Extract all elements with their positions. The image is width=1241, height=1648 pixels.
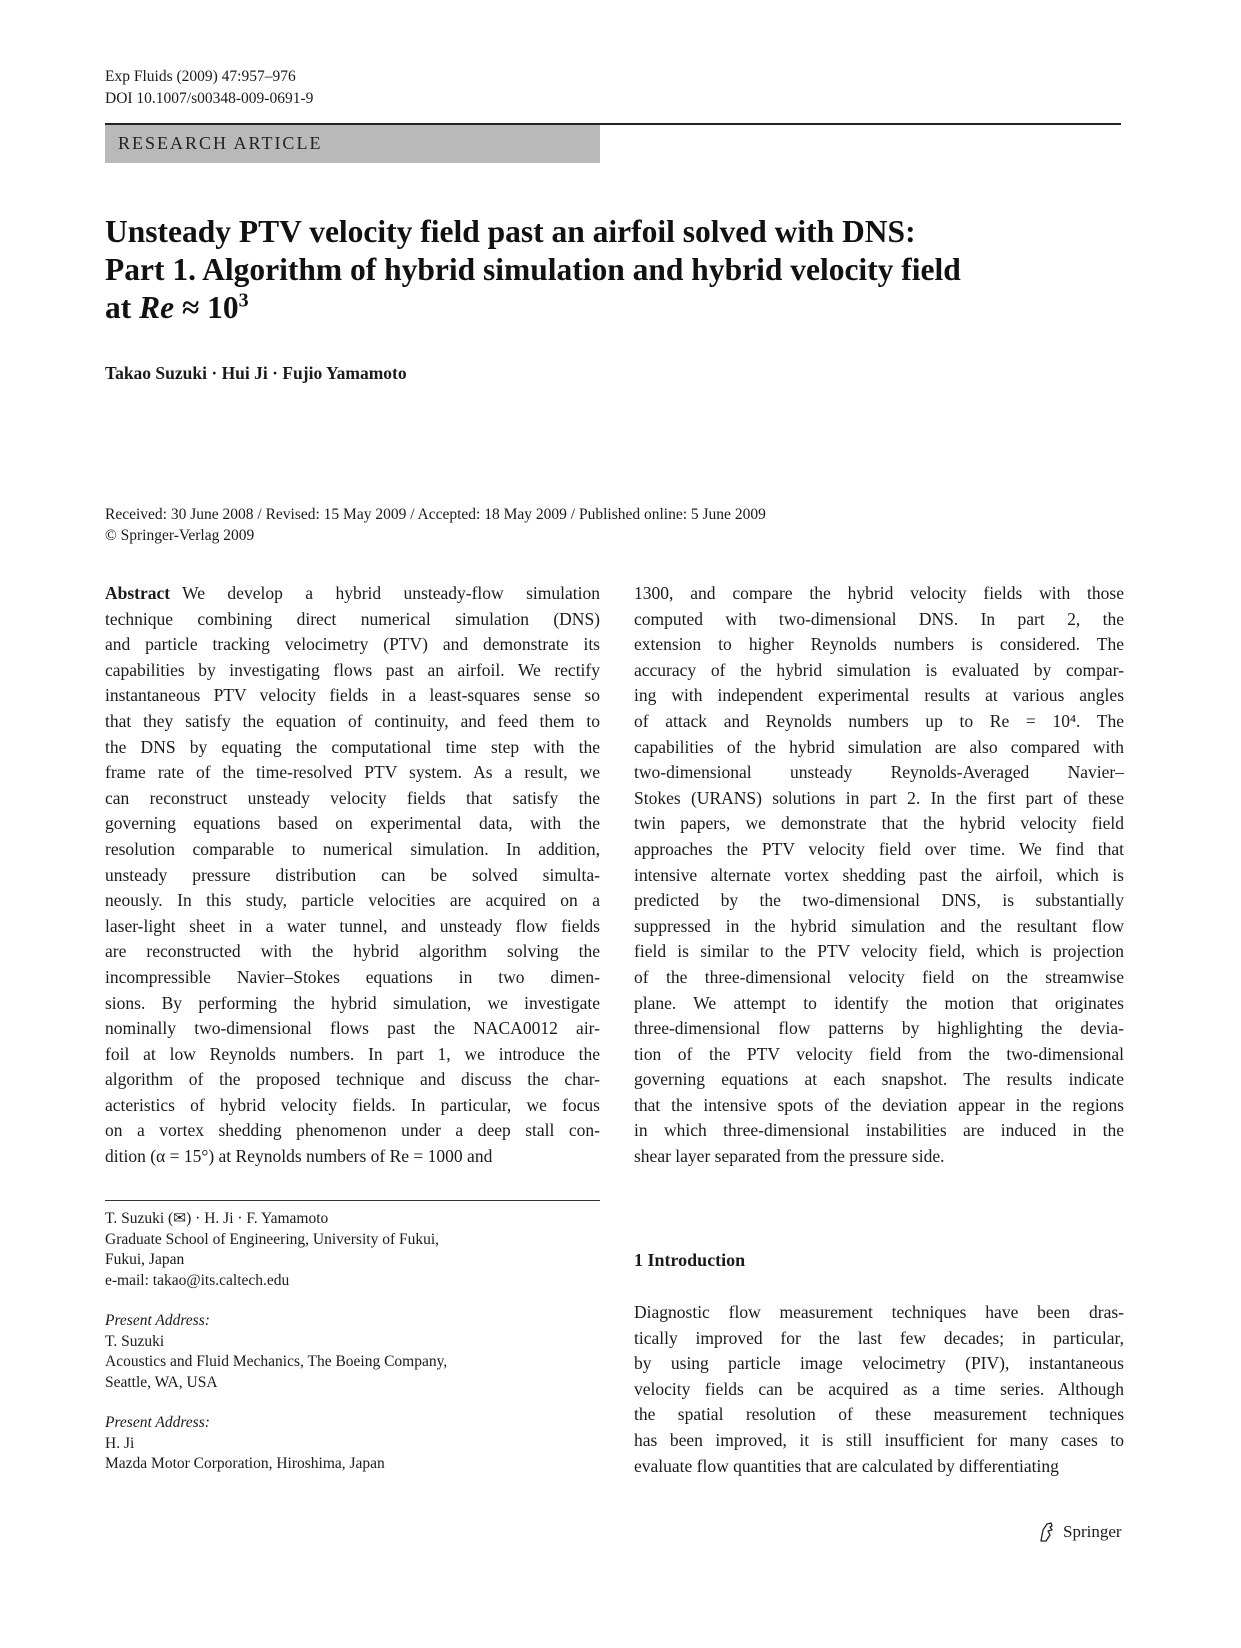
title-exponent: 3 (238, 289, 249, 312)
text-line: ing with independent experimental results at various angles (634, 685, 1124, 706)
text-line: instantaneous PTV velocity fields in a least-squares sense so (105, 685, 600, 706)
text-line: tically improved for the last few decades; in particular, (634, 1327, 1124, 1348)
text-line: neously. In this study, particle velocities are acquired on a (105, 890, 600, 911)
text-line: algorithm of the proposed technique and discuss the char- (105, 1069, 600, 1090)
text-line: accuracy of the hybrid simulation is evaluated by compar- (634, 659, 1124, 680)
present-address-label-2: Present Address: (105, 1414, 210, 1431)
text-line: capabilities by investigating flows past an airfoil. We rectify (105, 659, 600, 680)
text-line: two-dimensional unsteady Reynolds-Averaged Navier– (634, 762, 1124, 783)
text-line: and particle tracking velocimetry (PTV) and demonstrate its (105, 634, 600, 655)
section-heading-introduction: 1 Introduction (634, 1250, 746, 1270)
title-at: at (105, 290, 140, 325)
abstract-heading: Abstract (105, 583, 171, 603)
text-line: incompressible Navier–Stokes equations in two dimen- (105, 966, 600, 987)
present-address-label-1: Present Address: (105, 1312, 210, 1329)
text-line: by using particle image velocimetry (PIV), instantaneous (634, 1353, 1124, 1374)
text-line: that the intensive spots of the deviation appear in the regions (634, 1094, 1124, 1115)
text-line: capabilities of the hybrid simulation are also compared with (634, 736, 1124, 757)
present-address-city-1: Seattle, WA, USA (105, 1373, 218, 1391)
text-line: Diagnostic flow measurement techniques have been dras- (634, 1302, 1124, 1322)
text-line: sions. By performing the hybrid simulation, we investigate (105, 992, 600, 1013)
title-approx: ≈ 10 (174, 290, 239, 325)
text-line: resolution comparable to numerical simulation. In addition, (105, 838, 600, 859)
text-line: field is similar to the PTV velocity field, which is projection (634, 941, 1124, 962)
text-line: the DNS by equating the computational time step with the (105, 736, 600, 757)
article-type-band (105, 125, 600, 163)
springer-horse-icon (1037, 1521, 1057, 1543)
text-line: suppressed in the hybrid simulation and the resultant flow (634, 915, 1124, 936)
footnote-authors: T. Suzuki (✉) · H. Ji · F. Yamamoto (105, 1210, 329, 1227)
text-line: governing equations at each snapshot. The results indicate (634, 1069, 1124, 1090)
text-line: dition (α = 15°) at Reynolds numbers of Re = 1000 and (105, 1146, 493, 1167)
title-line-2: Part 1. Algorithm of hybrid simulation and hybrid velocity field (105, 252, 961, 287)
text-line: Stokes (URANS) solutions in part 2. In the first part of these (634, 787, 1124, 808)
text-line: in which three-dimensional instabilities are induced in the (634, 1120, 1124, 1141)
text-line: unsteady pressure distribution can be solved simulta- (105, 864, 600, 885)
text-line: intensive alternate vortex shedding past the airfoil, which is (634, 864, 1124, 885)
text-line: three-dimensional flow patterns by highlighting the devia- (634, 1018, 1124, 1039)
text-line: foil at low Reynolds numbers. In part 1, we introduce the (105, 1043, 600, 1064)
abstract-left-column (105, 581, 600, 1170)
copyright-line: © Springer-Verlag 2009 (105, 527, 255, 544)
text-line: has been improved, it is still insufficient for many cases to (634, 1429, 1124, 1450)
text-line: of the three-dimensional velocity field on the streamwise (634, 966, 1124, 987)
footnote-rule (105, 1200, 600, 1201)
text-line: Abstract We develop a hybrid unsteady-flow simulation (105, 583, 600, 603)
introduction-text (634, 1300, 1124, 1479)
author-list: Takao Suzuki · Hui Ji · Fujio Yamamoto (105, 363, 407, 383)
author-footnote (105, 1209, 600, 1475)
article-type: RESEARCH ARTICLE (118, 133, 323, 153)
title-line-1: Unsteady PTV velocity field past an airfoil solved with DNS: (105, 214, 916, 249)
text-line: 1300, and compare the hybrid velocity fields with those (634, 583, 1124, 603)
text-line: frame rate of the time-resolved PTV system. As a result, we (105, 762, 600, 783)
title-line-3 (105, 289, 1125, 327)
text-line: plane. We attempt to identify the motion that originates (634, 992, 1124, 1013)
text-line: predicted by the two-dimensional DNS, is substantially (634, 890, 1124, 911)
text-line: can reconstruct unsteady velocity fields that satisfy the (105, 787, 600, 808)
present-address-org-2: Mazda Motor Corporation, Hiroshima, Japan (105, 1455, 385, 1472)
present-address-name-2: H. Ji (105, 1434, 135, 1452)
text-line: extension to higher Reynolds numbers is considered. The (634, 634, 1124, 655)
present-address-org-1: Acoustics and Fluid Mechanics, The Boeing Company, (105, 1353, 448, 1370)
footnote-affil-2: Fukui, Japan (105, 1251, 185, 1268)
publisher-logo (1037, 1521, 1122, 1543)
abstract-right-column (634, 581, 1124, 1170)
text-line: approaches the PTV velocity field over time. We find that (634, 838, 1124, 859)
text-line: are reconstructed with the hybrid algorithm solving the (105, 941, 600, 962)
publication-dates (105, 504, 766, 546)
text-line: twin papers, we demonstrate that the hybrid velocity field (634, 813, 1124, 834)
text-line: technique combining direct numerical simulation (DNS) (105, 608, 600, 629)
text-line: of attack and Reynolds numbers up to Re = 10⁴. The (634, 710, 1124, 731)
text-line: evaluate flow quantities that are calculated by differentiating (634, 1455, 1059, 1476)
text-line: velocity fields can be acquired as a time series. Although (634, 1378, 1124, 1399)
text-line: laser-light sheet in a water tunnel, and unsteady flow fields (105, 915, 600, 936)
footnote-email: e-mail: takao@its.caltech.edu (105, 1271, 290, 1289)
text-line: acteristics of hybrid velocity fields. In particular, we focus (105, 1094, 600, 1115)
footnote-affil-1: Graduate School of Engineering, University of Fukui, (105, 1230, 440, 1248)
text-line: that they satisfy the equation of continuity, and feed them to (105, 710, 600, 731)
text-line: on a vortex shedding phenomenon under a deep stall con- (105, 1120, 600, 1141)
text-line: tion of the PTV velocity field from the two-dimensional (634, 1043, 1124, 1064)
text-line: shear layer separated from the pressure side. (634, 1146, 945, 1167)
history-line: Received: 30 June 2008 / Revised: 15 May 2009 / Accepted: 18 May 2009 / Published online: 5 June 2009 (105, 506, 766, 523)
journal-meta (105, 66, 313, 110)
text-line: the spatial resolution of these measurement techniques (634, 1404, 1124, 1425)
text-line: nominally two-dimensional flows past the NACA0012 air- (105, 1018, 600, 1039)
present-address-name-1: T. Suzuki (105, 1332, 165, 1350)
text-line: governing equations based on experimental data, with the (105, 813, 600, 834)
journal-citation: Exp Fluids (2009) 47:957–976 (105, 68, 296, 85)
text-line: computed with two-dimensional DNS. In part 2, the (634, 608, 1124, 629)
paper-title (105, 213, 1125, 327)
title-re: Re (139, 290, 175, 325)
publisher-name: Springer (1063, 1522, 1122, 1541)
doi: DOI 10.1007/s00348-009-0691-9 (105, 90, 314, 107)
